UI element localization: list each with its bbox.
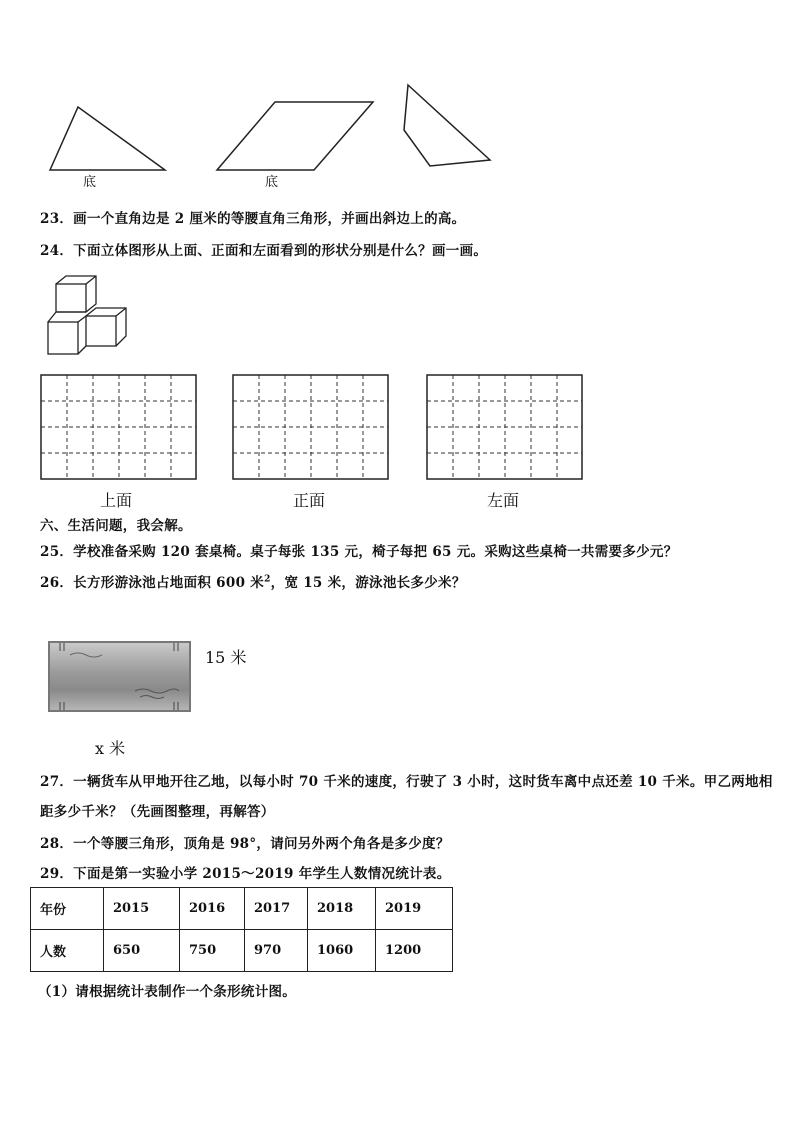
cube-figure — [44, 272, 134, 360]
count-cell: 970 — [245, 930, 308, 972]
count-cell: 750 — [180, 930, 245, 972]
count-cell: 1200 — [376, 930, 453, 972]
year-cell: 2017 — [245, 888, 308, 930]
year-cell: 2016 — [180, 888, 245, 930]
question-26-tail: ，宽 15 米，游泳池长多少米？ — [270, 575, 466, 591]
pool-marks — [50, 643, 189, 710]
year-cell: 2015 — [104, 888, 180, 930]
grid-front — [233, 375, 388, 479]
question-26-text: 26．长方形游泳池占地面积 600 米 — [40, 575, 265, 591]
count-cell: 1060 — [308, 930, 376, 972]
count-cell: 650 — [104, 930, 180, 972]
year-cell: 2018 — [308, 888, 376, 930]
question-27-line2: 距多少千米？（先画图整理，再解答） — [40, 804, 275, 820]
parallelogram-shape — [217, 102, 373, 170]
table-row — [31, 888, 453, 930]
grid-top — [41, 375, 196, 479]
label-left-view: 左面 — [487, 491, 520, 510]
table-row — [31, 930, 453, 972]
question-27-line1: 27．一辆货车从甲地开往乙地，以每小时 70 千米的速度，行驶了 3 小时，这时货车离中点还差 10 千米。甲乙两地相 — [40, 774, 773, 790]
grid-left — [427, 375, 582, 479]
question-28: 28．一个等腰三角形，顶角是 98°，请问另外两个角各是多少度？ — [40, 836, 450, 852]
question-26 — [40, 571, 466, 591]
label-top-view: 上面 — [100, 491, 133, 510]
pool-width-label: 15 米 — [205, 648, 247, 667]
question-25: 25．学校准备采购 120 套桌椅。桌子每张 135 元，椅子每把 65 元。采购这些桌椅一共需要多少元？ — [40, 544, 678, 560]
parallelogram-base-label: 底 — [265, 175, 279, 190]
question-24: 24．下面立体图形从上面、正面和左面看到的形状分别是什么？画一画。 — [40, 243, 488, 259]
year-cell: 2019 — [376, 888, 453, 930]
label-front-view: 正面 — [293, 491, 326, 510]
triangle-shape — [50, 107, 165, 170]
superscript-2: 2 — [264, 574, 271, 585]
question-29-part-1: （1）请根据统计表制作一个条形统计图。 — [38, 984, 297, 1000]
trapezoid-shape — [404, 85, 490, 166]
view-grids — [40, 374, 600, 480]
student-count-table — [30, 887, 453, 972]
pool-length-label: x 米 — [95, 739, 126, 758]
swimming-pool-image — [48, 641, 191, 712]
triangle-base-label: 底 — [83, 175, 97, 190]
header-count: 人数 — [31, 930, 104, 972]
question-29: 29．下面是第一实验小学 2015～2019 年学生人数情况统计表。 — [40, 866, 451, 882]
section-6-title: 六、生活问题，我会解。 — [40, 518, 192, 534]
question-23: 23．画一个直角边是 2 厘米的等腰直角三角形，并画出斜边上的高。 — [40, 211, 466, 227]
header-year: 年份 — [31, 888, 104, 930]
